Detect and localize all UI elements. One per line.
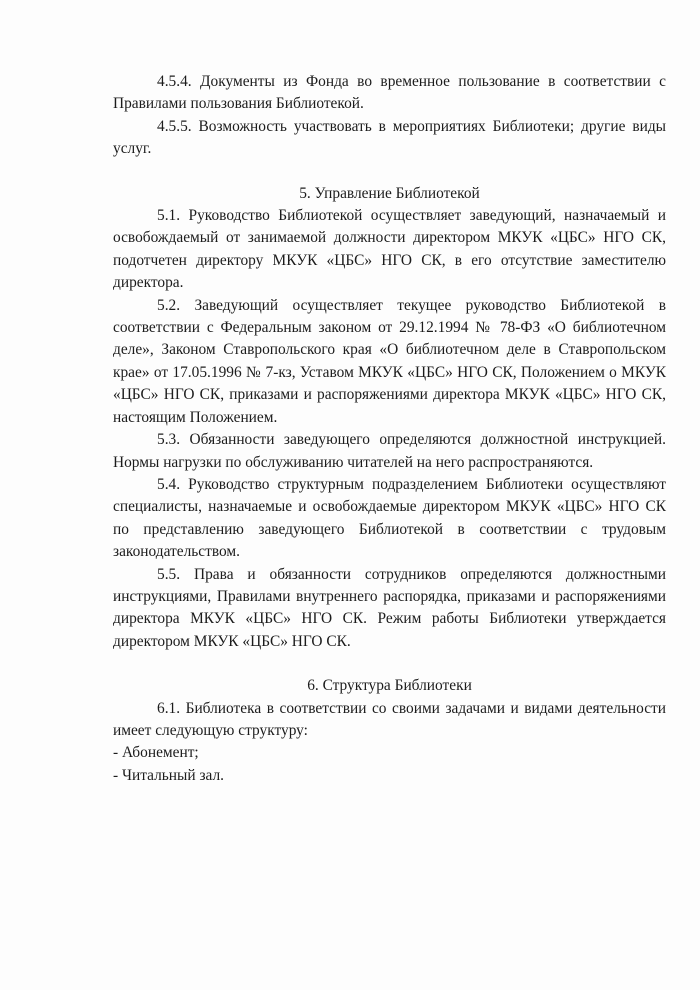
section-5-title: 5. Управление Библиотекой <box>299 184 480 202</box>
section-gap <box>113 653 666 675</box>
paragraph-5-5: 5.5. Права и обязанности сотрудников определяются должностными инструкциями, Правилами внутреннего распорядка, приказами и распоряжениями директора МКУК «ЦБС» НГО СК. Режим работы Библиотеки утверждается директором МКУК «ЦБС» НГО СК. <box>113 565 666 650</box>
paragraph-5-4: 5.4. Руководство структурным подразделением Библиотеки осуществляют специалисты, назначаемые и освобождаемые директором МКУК «ЦБС» НГО СК по представлению заведующего Библиотекой в соответствии с трудовым законодательством. <box>113 475 666 561</box>
section-gap <box>113 161 666 183</box>
list-item-reading-room: - Читальный зал. <box>113 766 225 784</box>
paragraph-4-5-5: 4.5.5. Возможность участвовать в мероприятиях Библиотеки; другие виды услуг. <box>113 117 666 158</box>
paragraph-4-5-4: 4.5.4. Документы из Фонда во временное пользование в соответствии с Правилами пользования Библиотекой. <box>113 73 666 113</box>
paragraph-5-3: 5.3. Обязанности заведующего определяются должностной инструкцией. Нормы нагрузки по обслуживанию читателей на него распространяются. <box>113 431 666 471</box>
paragraph-5-1: 5.1. Руководство Библиотекой осуществляет заведующий, назначаемый и освобождаемый от занимаемой должности директором МКУК «ЦБС» НГО СК, подотчетен директору МКУК «ЦБС» НГО СК, в его отсутствие заместителю директора. <box>113 207 666 292</box>
document-body <box>113 71 666 787</box>
paragraph-5-2: 5.2. Заведующий осуществляет текущее руководство Библиотекой в соответствии с Федеральным законом от 29.12.1994 № 78-ФЗ «О библиотечном деле», Законом Ставропольского края «О библиотечном деле в Ставропольском крае» от 17.05.1996 № 7-кз, Уставом МКУК «ЦБС» НГО СК, Положением о МКУК «ЦБС» НГО СК, приказами и распоряжениями директора МКУК «ЦБС» НГО СК, настоящим Положением. <box>113 296 666 426</box>
section-6-title: 6. Структура Библиотеки <box>307 677 472 695</box>
list-item-subscription: - Абонемент; <box>113 744 199 762</box>
paragraph-6-1: 6.1. Библиотека в соответствии со своими задачами и видами деятельности имеет следующую структуру: <box>113 699 666 739</box>
